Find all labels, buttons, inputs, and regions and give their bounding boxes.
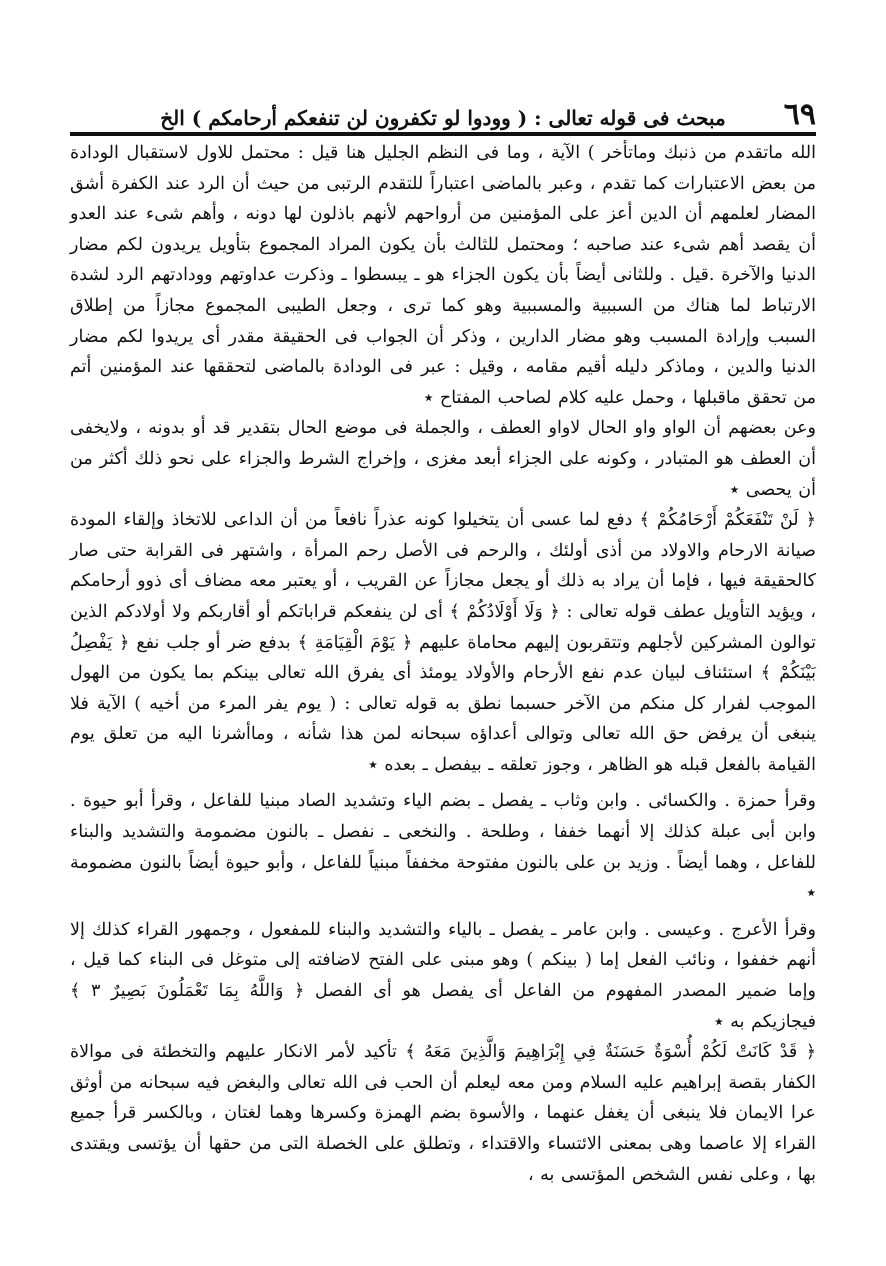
paragraph-6: ﴿ قَدْ كَانَتْ لَكُمْ أُسْوَةٌ حَسَنَةٌ فِي إِبْرَاهِيمَ وَالَّذِينَ مَعَهُ ﴾ تأكيد لأمر الانكار عليهم والتخطئة فى موالاة الكفار بقصة إبراهيم عليه السلام ومن معه ليعلم أن الحب فى الله تعالى والبغض فيه سبحانه من أوثق عرا الايمان فلا ينبغى أن يغفل عنهما ، والأسوة بضم الهمزة وكسرها وهما لغتان ، وبالكسر قرأ جميع القراء إلا عاصما وهى بمعنى الائتساء والاقتداء ، وتطلق على الخصلة التى من حقها أن يؤتسى ويقتدى بها ، وعلى نفس الشخص المؤتسى به ، — [70, 1042, 816, 1185]
running-head: مبحث فى قوله تعالى : ( وودوا لو تكفرون لن تنفعكم أرحامكم ) الخ — [160, 106, 726, 130]
page-number: ٦٩ — [783, 97, 816, 132]
header-rule — [70, 132, 816, 136]
paragraph-1: الله ماتقدم من ذنبك وماتأخر ) الآية ، وما فى النظم الجليل هنا قيل : محتمل للاول لاستقبال الودادة من بعض الاعتبارات كما تقدم ، وعبر بالماضى اعتباراً للتقدم الرتبى من حيث أن الرد عند الكفرة أشق المضار لعلمهم أن الدين أعز على المؤمنين من أرواحهم لأنهم باذلون لها دونه ، وأهم شىء عند العدو أن يقصد أهم شىء عند صاحبه ؛ ومحتمل للثالث بأن يكون المراد المجموع بتأويل يريدون لكم مضار الدنيا والآخرة .قيل . وللثانى أيضاً بأن يكون الجزاء هو ـ يبسطوا ـ وذكرت عداوتهم وودادتهم الرد لشدة الارتباط لما هناك من السببية والمسببية وهو كما ترى ، وجعل الطيبى المجموع مجازاً من إطلاق السبب وإرادة المسبب وهو مضار الدارين ، وذكر أن الجواب فى الحقيقة مقدر أى يريدوا لكم مضار الدنيا والدين ، وماذكر دليله أقيم مقامه ، وقيل : عبر فى الودادة بالماضى لتحققها عند المؤمنين أتم من تحقق ماقبلها ، وحمل عليه كلام لصاحب المفتاح ٭ — [70, 143, 816, 408]
paragraph-2: وعن بعضهم أن الواو واو الحال لاواو العطف ، والجملة فى موضع الحال بتقدير قد أو بدونه ، ولايخفى أن العطف هو المتبادر ، وكونه على الجزاء أبعد مغزى ، وإخراج الشرط والجزاء على نحو ذلك أكثر من أن يحصى ٭ — [70, 418, 816, 500]
page-header — [70, 88, 816, 130]
paragraph-4: وقرأ حمزة . والكسائى . وابن وثاب ـ يفصل ـ بضم الياء وتشديد الصاد مبنيا للفاعل ، وقرأ أبو حيوة . وابن أبى عبلة كذلك إلا أنهما خففا ، وطلحة . والنخعى ـ نفصل ـ بالنون مضمومة والتشديد والبناء للفاعل ، وهما أيضاً . وزيد بن على بالنون مفتوحة مخففاً مبنياً للفاعل ، وأبو حيوة أيضاً بالنون مضمومة ٭ — [70, 791, 816, 904]
paragraph-3: ﴿ لَنْ تَنْفَعَكُمْ أَرْحَامُكُمْ ﴾ دفع لما عسى أن يتخيلوا كونه عذراً نافعاً من أن الداعى للاتخاذ وإلقاء المودة صيانة الارحام والاولاد من أذى أولئك ، والرحم فى الأصل رحم المرأة ، واشتهر فى القرابة حتى صار كالحقيقة فيها ، فإما أن يراد به ذلك أو يجعل مجازاً عن القريب ، أو يعتبر معه مضاف أى ذوو أرحامكم ، ويؤيد التأويل عطف قوله تعالى : ﴿ وَلَا أَوْلَادُكُمْ ﴾ أى لن ينفعكم قراباتكم أو أقاربكم ولا أولادكم الذين توالون المشركين لأجلهم وتتقربون إليهم محاماة عليهم ﴿ يَوْمَ الْقِيَامَةِ ﴾ بدفع ضر أو جلب نفع ﴿ يَفْصِلُ بَيْنَكُمْ ﴾ استئناف لبيان عدم نفع الأرحام والأولاد يومئذ أى يفرق الله تعالى بينكم بما يكون من الهول الموجب لفرار كل منكم من الآخر حسبما نطق به قوله تعالى : ( يوم يفر المرء من أخيه ) الآية فلا ينبغى أن يرفض حق الله تعالى وتوالى أعداؤه سبحانه لمن هذا شأنه ، وماأشرنا اليه من تعلق يوم القيامة بالفعل قبله هو الظاهر ، وجوز تعلقه ـ بيفصل ـ بعده ٭ — [70, 510, 816, 775]
body-text — [70, 138, 816, 1190]
paragraph-5: وقرأ الأعرج . وعيسى . وابن عامر ـ يفصل ـ بالياء والتشديد والبناء للمفعول ، وجمهور القراء كذلك إلا أنهم خففوا ، ونائب الفعل إما ( بينكم ) وهو مبنى على الفتح لاضافته إلى متوغل فى البناء كما قيل ، وإما ضمير المصدر المفهوم من الفاعل أى يفصل هو أى الفصل ﴿ وَاللَّهُ بِمَا تَعْمَلُونَ بَصِيرٌ ٣ ﴾ فيجازيكم به ٭ — [70, 919, 816, 1032]
